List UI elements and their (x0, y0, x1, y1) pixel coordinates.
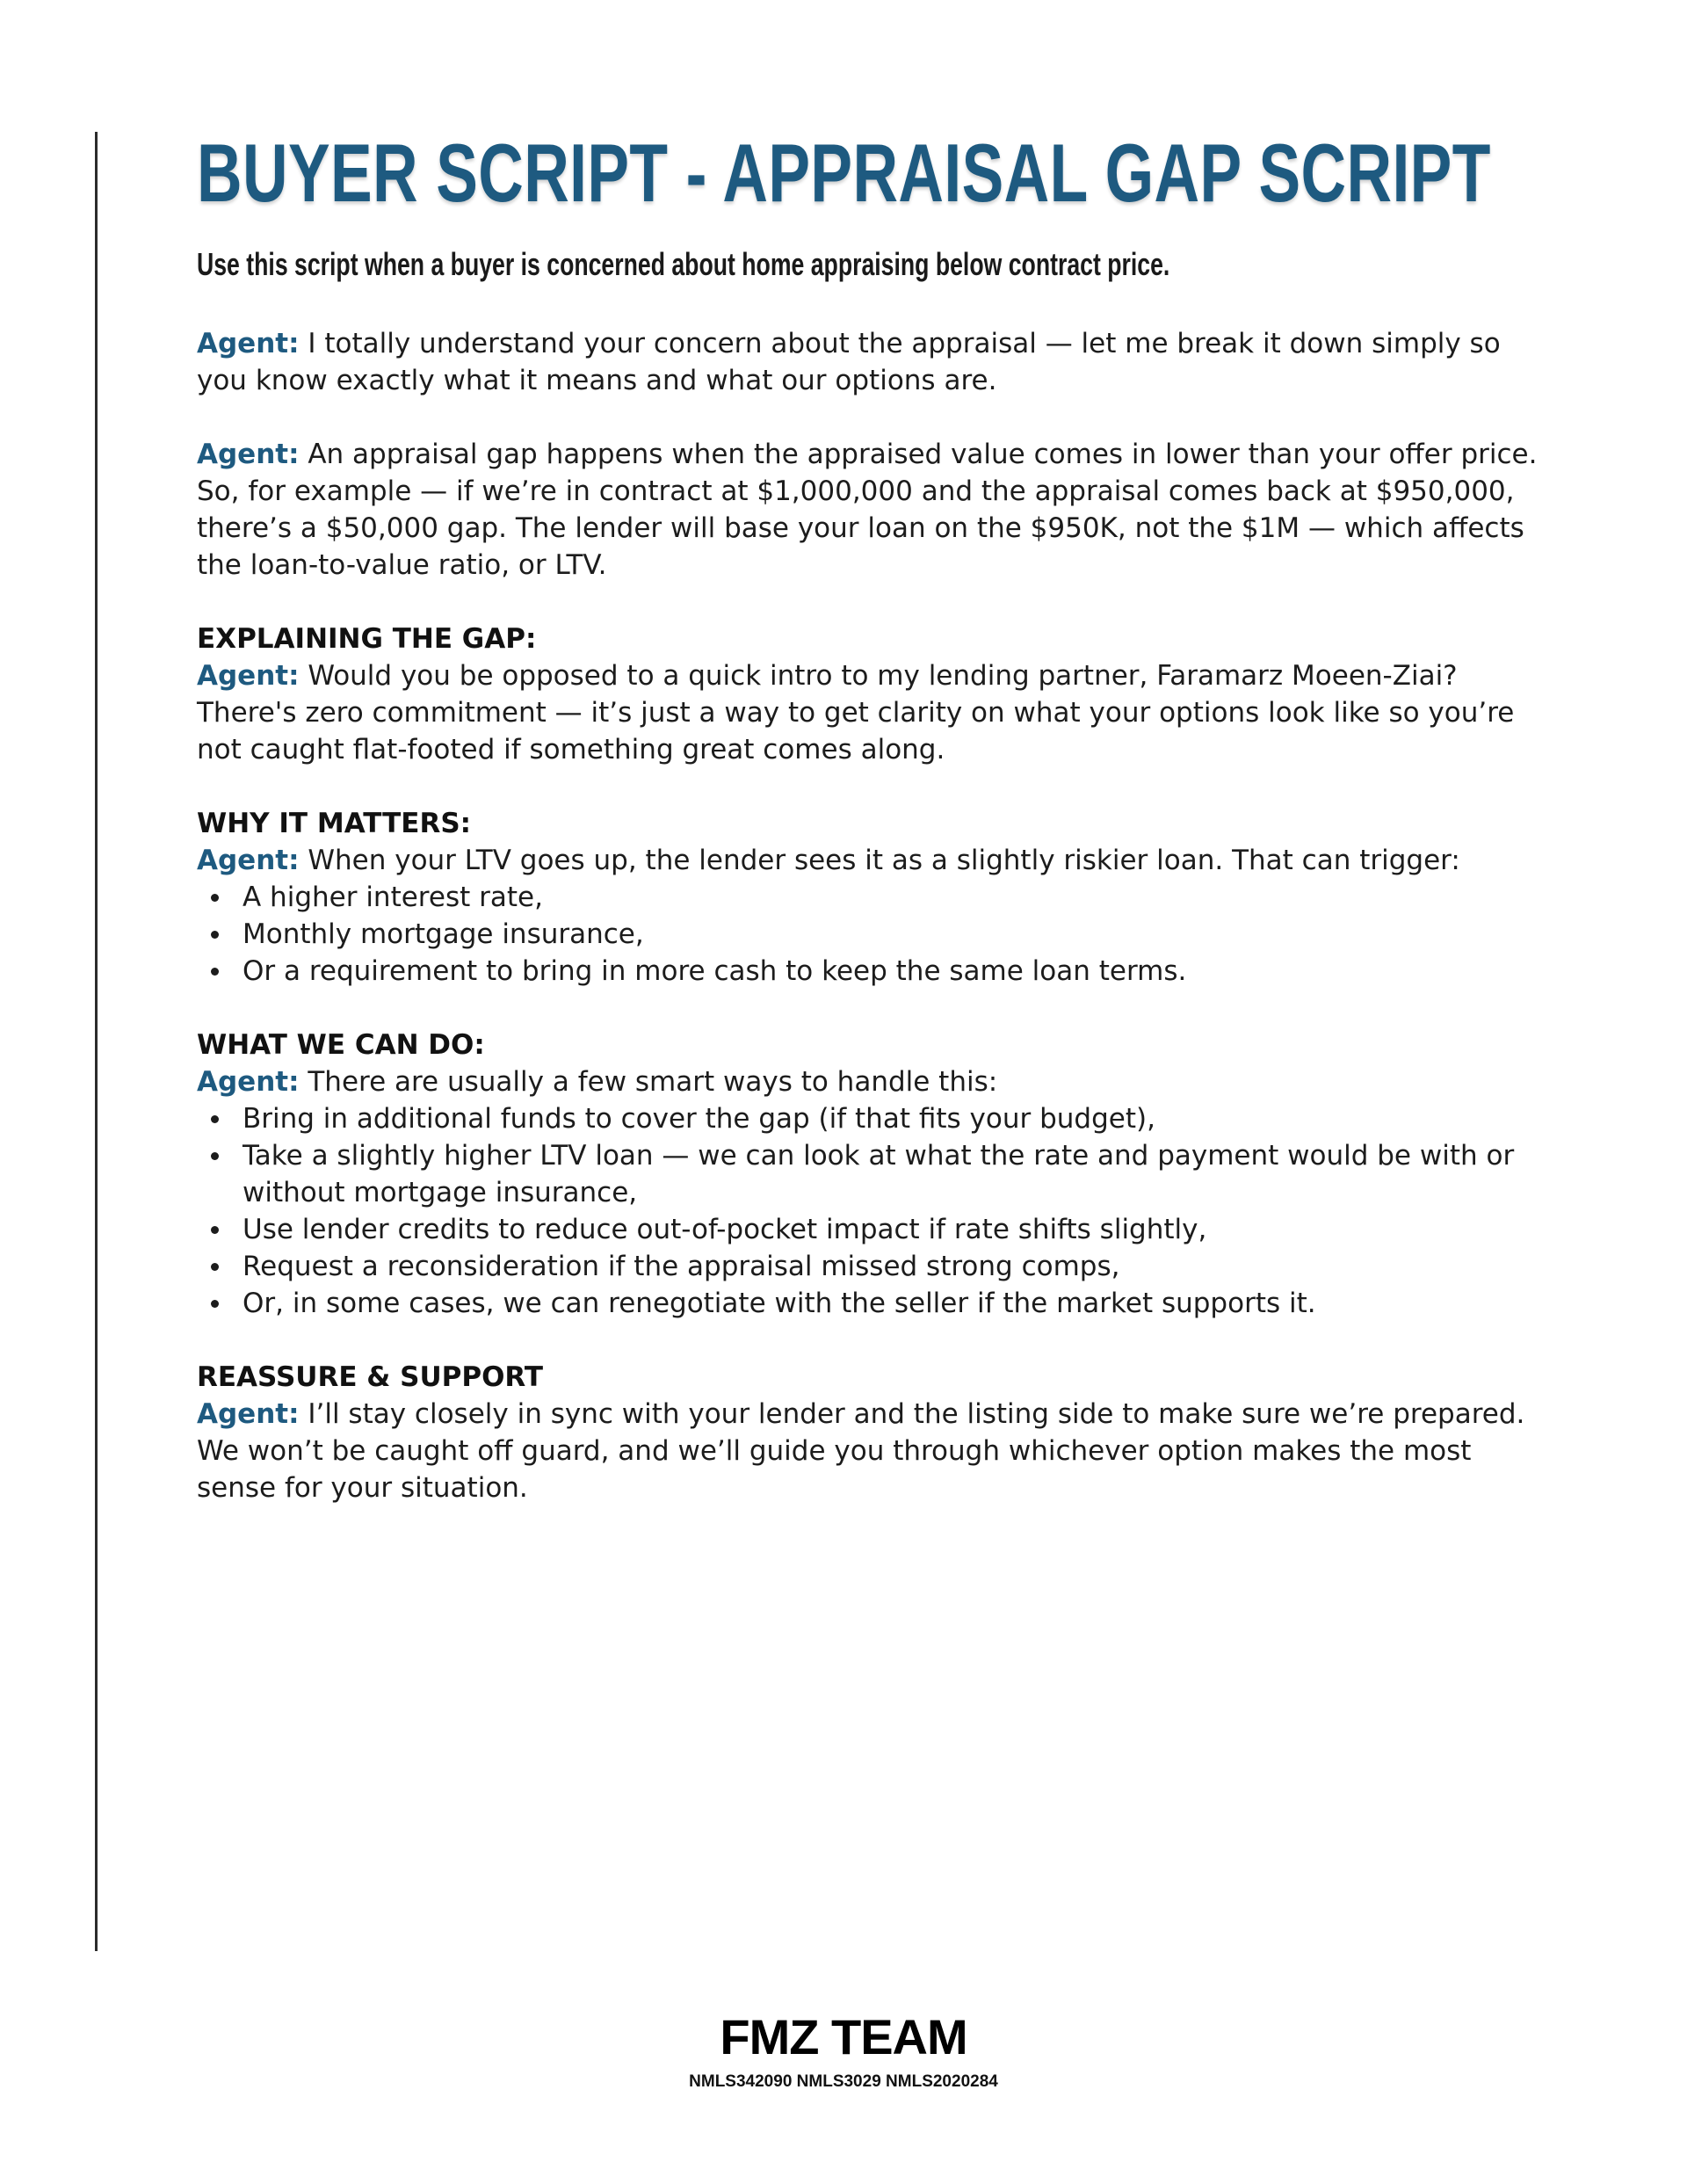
intro-paragraph-1 (197, 325, 1550, 399)
section-explaining-the-gap (197, 620, 1550, 768)
speaker-label: Agent: (197, 845, 300, 876)
section-what-we-can-do (197, 1027, 1550, 1322)
intro-paragraph-2 (197, 436, 1550, 584)
paragraph-text: Would you be opposed to a quick intro to my lending partner, Faramarz Moeen-Ziai? There's zero commitment — it’s just a way to get clarity on what your options look like so you’re not caught flat-footed if something great comes along. (197, 660, 1515, 765)
section-paragraph (197, 842, 1550, 879)
section-heading: REASSURE & SUPPORT (197, 1361, 544, 1393)
paragraph-text: There are usually a few smart ways to handle this: (299, 1066, 998, 1098)
brand-logo-text: FMZ TEAM (720, 2009, 967, 2064)
speaker-label: Agent: (197, 1066, 300, 1098)
speaker-label: Agent: (197, 439, 300, 470)
section-reassure-and-support (197, 1359, 1550, 1506)
list-item: Or, in some cases, we can renegotiate with the seller if the market supports it. (197, 1285, 1550, 1322)
nmls-numbers: NMLS342090 NMLS3029 NMLS2020284 (689, 2072, 998, 2091)
section-paragraph (197, 1396, 1550, 1506)
paragraph-text: When your LTV goes up, the lender sees it as a slightly riskier loan. That can trigger: (299, 845, 1460, 876)
list-item: Monthly mortgage insurance, (197, 916, 1550, 953)
speaker-label: Agent: (197, 1398, 300, 1430)
paragraph-text: I totally understand your concern about the appraisal — let me break it down simply so you know exactly what it means and what our options are. (197, 328, 1501, 396)
bullet-list (197, 1100, 1550, 1322)
list-item: Take a slightly higher LTV loan — we can look at what the rate and payment would be with or without mortgage insurance, (197, 1137, 1550, 1211)
section-paragraph (197, 1063, 1550, 1100)
footer (0, 2009, 1687, 2092)
section-heading: WHY IT MATTERS: (197, 808, 472, 839)
bullet-list (197, 879, 1550, 990)
paragraph-text: An appraisal gap happens when the appraised value comes in lower than your offer price. So, for example — if we’re in contract at $1,000,000 and the appraisal comes back at $950,000, there’s a $50,000 gap. The lender will base your loan on the $950K, not the $1M — which affects the loan-to-value ratio, or LTV. (197, 439, 1538, 581)
list-item: A higher interest rate, (197, 879, 1550, 916)
left-vertical-rule (95, 132, 98, 1951)
list-item: Use lender credits to reduce out-of-pocket impact if rate shifts slightly, (197, 1211, 1550, 1248)
section-heading: WHAT WE CAN DO: (197, 1029, 485, 1061)
list-item: Or a requirement to bring in more cash to keep the same loan terms. (197, 953, 1550, 990)
script-content (197, 127, 1550, 1506)
paragraph-text: I’ll stay closely in sync with your lender and the listing side to make sure we’re prepared. We won’t be caught off guard, and we’ll guide you through whichever option makes the most sense for your situation. (197, 1398, 1525, 1504)
section-heading: EXPLAINING THE GAP: (197, 623, 537, 655)
list-item: Bring in additional funds to cover the gap (if that fits your budget), (197, 1100, 1550, 1137)
page-title: BUYER SCRIPT - APPRAISAL GAP SCRIPT (197, 127, 1491, 219)
speaker-label: Agent: (197, 328, 300, 359)
list-item: Request a reconsideration if the appraisal missed strong comps, (197, 1248, 1550, 1285)
section-why-it-matters (197, 805, 1550, 990)
speaker-label: Agent: (197, 660, 300, 692)
section-paragraph (197, 657, 1550, 768)
page-subtitle: Use this script when a buyer is concerned about home appraising below contract price. (197, 246, 1170, 282)
